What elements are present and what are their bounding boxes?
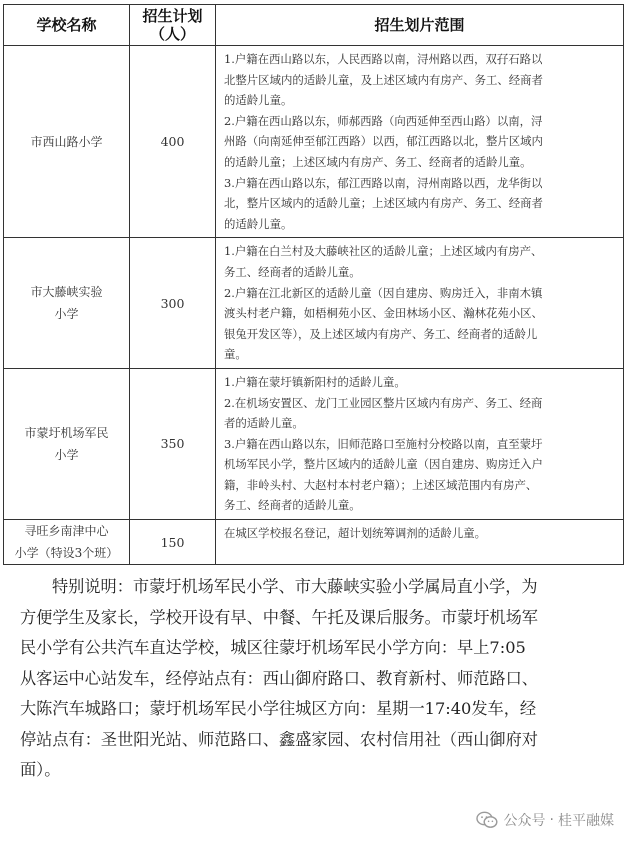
scope-line: 3.户籍在西山路以东，旧师范路口至施村分校路以南，直至蒙圩 [224,436,543,451]
scope-line: 务工、经商者的适龄儿童。 [224,498,361,513]
scope-line: 北，整片区域内的适龄儿童；上述区域内有房产、务工、经商者 [224,196,543,211]
scope-line: 童。 [224,347,247,362]
scope-line: 2.户籍在江北新区的适龄儿童（因自建房、购房迁入，非南木镇 [224,285,543,300]
enrollment-table [3,4,624,565]
school-name-line: 小学（特设3个班） [14,546,119,561]
school-name-line: 市西山路小学 [30,134,103,149]
quota-cell: 150 [130,520,216,565]
school-name [24,422,108,466]
quota-cell: 400 [130,46,216,238]
note-line: 停站点有：圣世阳光站、师范路口、鑫盛家园、农村信用社（西山御府对 [20,729,538,749]
header-quota-line1: 招生计划 [142,7,203,25]
scope-line: 1.户籍在西山路以东，人民西路以南，浔州路以西，双孖石路以 [224,52,543,66]
school-name [15,520,119,564]
scope-line: 1.户籍在白兰村及大藤峡社区的适龄儿童；上述区域内有房产、 [224,244,543,259]
school-name-cell [4,520,130,565]
scope-cell [216,520,624,565]
quota-cell: 350 [130,368,216,519]
scope-line: 机场军民小学，整片区域内的适龄儿童（因自建房、购房迁入户 [224,457,543,472]
scope-cell [216,238,624,369]
note-line: 方便学生及家长，学校开设有早、中餐、午托及课后服务。市蒙圩机场军 [20,607,538,627]
note-line: 特别说明：市蒙圩机场军民小学、市大藤峡实验小学属局直小学，为 [52,577,538,596]
scope-line: 务工、经商者的适龄儿童。 [224,264,361,279]
scope-line: 的适龄儿童。 [224,93,293,108]
school-name-line: 寻旺乡南津中心 [24,524,109,539]
note-line: 大陈汽车城路口；蒙圩机场军民小学往城区方向：星期一17:40发车，经 [20,699,537,718]
watermark-separator: · [549,812,554,828]
scope-line: 者的适龄儿童。 [224,416,304,431]
header-quota-line2: （人） [149,25,195,43]
note-line: 从客运中心站发车，经停站点有：西山御府路口、教育新村、师范路口、 [20,668,538,688]
header-scope: 招生划片范围 [216,5,624,46]
scope-line: 银兔开发区等），及上述区域内有房产、务工、经商者的适龄儿 [224,326,538,341]
watermark [476,810,614,830]
table-row [4,520,624,565]
scope-cell [216,368,624,519]
watermark-account: 桂平融媒 [558,813,614,829]
special-note [20,572,620,786]
school-name-line: 小学 [54,447,79,462]
scope-line: 3.户籍在西山路以东，郁江西路以南，浔州南路以西，龙华街以 [224,175,543,190]
scope-line: 2.在机场安置区、龙门工业园区整片区域内有房产、务工、经商 [224,395,543,410]
table-row [4,368,624,519]
scope-cell [216,46,624,238]
school-name-line: 市大藤峡实验 [30,285,103,300]
note-line: 面）。 [20,760,61,779]
scope-line: 渡头村老户籍，如梧桐苑小区、金田林场小区、瀚林花苑小区、 [224,306,543,321]
table-row [4,238,624,369]
school-name-cell [4,238,130,369]
scope-line: 在城区学校报名登记，超计划统筹调剂的适龄儿童。 [224,526,486,541]
scope-line: 的适龄儿童；上述区域内有房产、务工、经商者的适龄儿童。 [224,154,532,169]
header-school: 学校名称 [4,5,130,46]
table-header-row [4,5,624,46]
quota-cell: 300 [130,238,216,369]
scope-line: 州路（向南延伸至郁江西路）以西，郁江西路以北，整片区域内 [224,134,543,149]
school-name-line: 小学 [54,307,79,322]
wechat-icon [476,811,498,829]
header-quota [130,5,216,46]
school-name-cell [4,46,130,238]
scope-line: 2.户籍在西山路以东，师郝西路（向西延伸至西山路）以南，浔 [224,113,543,128]
scope-line: 1.户籍在蒙圩镇新阳村的适龄儿童。 [224,374,406,389]
watermark-source: 公众号 [503,813,546,829]
school-name [30,131,102,153]
scope-line: 北整片区域内的适龄儿童，及上述区域内有房产、务工、经商者 [224,72,543,87]
school-name-line: 市蒙圩机场军民 [24,425,109,440]
scope-line: 的适龄儿童。 [224,216,293,231]
note-line: 民小学有公共汽车直达学校，城区往蒙圩机场军民小学方向：早上7:05 [20,638,526,657]
school-name-cell [4,368,130,519]
school-name [30,281,102,325]
table-row [4,46,624,238]
scope-line: 籍，非岭头村、大赵村本村老户籍）；上述区域范围内有房产、 [224,477,538,492]
